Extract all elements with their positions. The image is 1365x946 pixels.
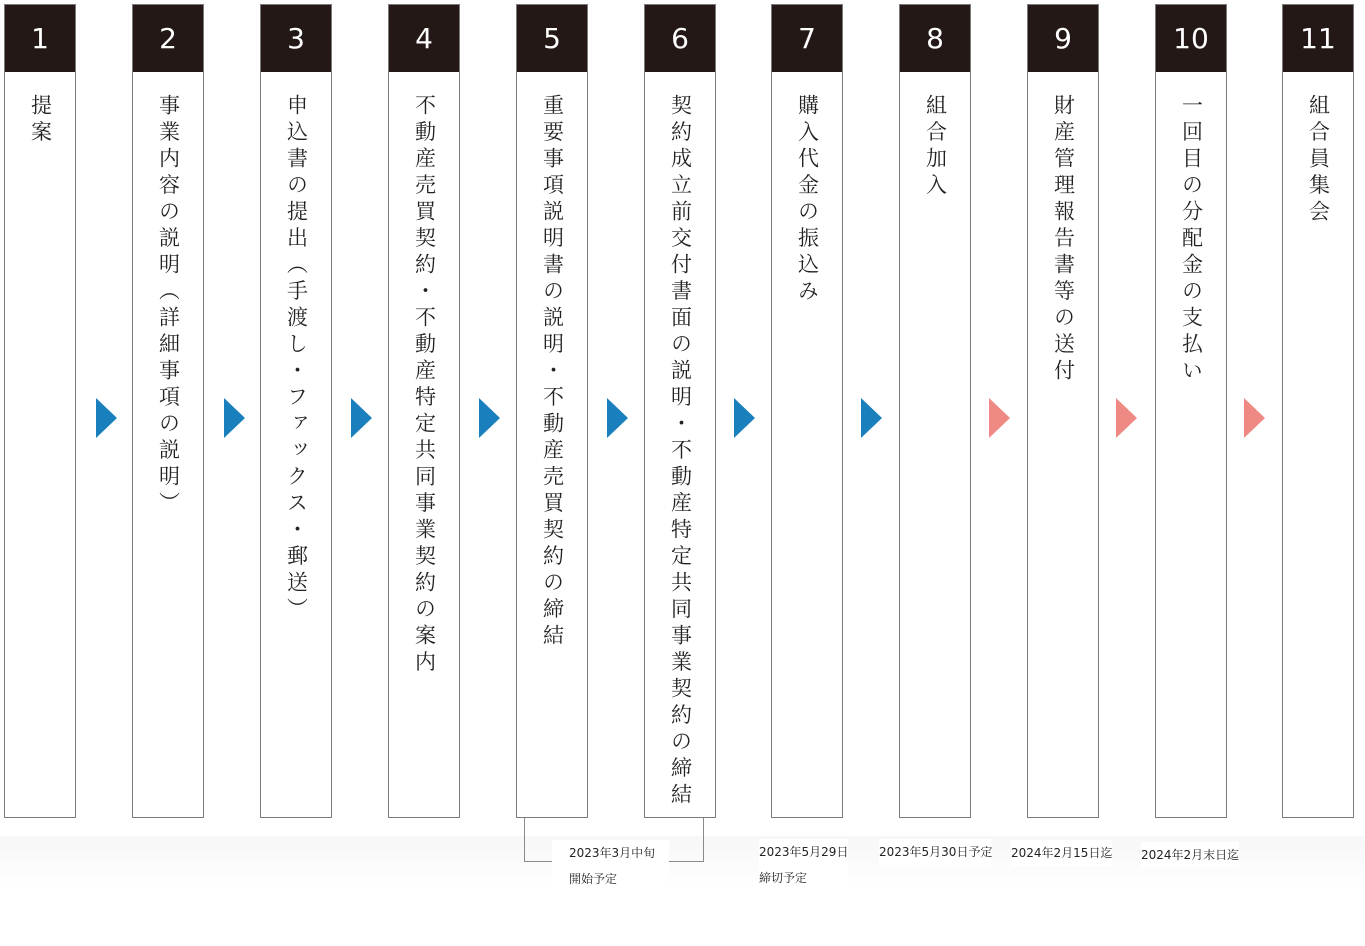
note-line: 2023年5月29日 xyxy=(759,845,849,859)
step-number: 1 xyxy=(5,5,75,72)
arrow-right-icon xyxy=(479,398,500,438)
step-5 xyxy=(516,4,588,818)
step-number: 10 xyxy=(1156,5,1226,72)
step-10 xyxy=(1155,4,1227,818)
step-label: 組合員集会 xyxy=(1306,94,1331,227)
step-number: 4 xyxy=(389,5,459,72)
step-number: 5 xyxy=(517,5,587,72)
step-label: 契約成立前交付書面の説明・不動産特定共同事業契約の締結 xyxy=(668,94,693,810)
note-line: 2024年2月末日迄 xyxy=(1141,848,1240,862)
step-number: 8 xyxy=(900,5,970,72)
step-number: 6 xyxy=(645,5,715,72)
step-label: 事業内容の説明（詳細事項の説明） xyxy=(156,94,181,518)
step-label: 不動産売買契約・不動産特定共同事業契約の案内 xyxy=(412,94,437,677)
arrow-right-icon xyxy=(607,398,628,438)
step-label: 一回目の分配金の支払い xyxy=(1179,94,1204,386)
step-9 xyxy=(1027,4,1099,818)
step-label: 重要事項説明書の説明・不動産売買契約の締結 xyxy=(540,94,565,651)
note-line: 2023年3月中旬 xyxy=(569,846,656,860)
step-label: 申込書の提出（手渡し・ファックス・郵送） xyxy=(284,94,309,624)
step-11 xyxy=(1282,4,1354,818)
arrow-right-icon xyxy=(224,398,245,438)
step-label: 提案 xyxy=(28,94,53,147)
step-number: 7 xyxy=(772,5,842,72)
arrow-right-icon xyxy=(1116,398,1137,438)
step-2 xyxy=(132,4,204,818)
step-number: 9 xyxy=(1028,5,1098,72)
step-1 xyxy=(4,4,76,818)
note-start xyxy=(552,840,669,892)
note-line: 2024年2月15日迄 xyxy=(1011,846,1113,860)
note-dividend-date xyxy=(1141,842,1239,868)
note-line: 締切予定 xyxy=(759,871,808,885)
arrow-right-icon xyxy=(351,398,372,438)
step-7 xyxy=(771,4,843,818)
arrow-right-icon xyxy=(734,398,755,438)
step-label: 組合加入 xyxy=(923,94,948,200)
step-3 xyxy=(260,4,332,818)
step-4 xyxy=(388,4,460,818)
note-line: 開始予定 xyxy=(569,872,618,886)
step-number: 2 xyxy=(133,5,203,72)
step-number: 11 xyxy=(1283,5,1353,72)
arrow-right-icon xyxy=(96,398,117,438)
arrow-right-icon xyxy=(1244,398,1265,438)
step-number: 3 xyxy=(261,5,331,72)
note-line: 2023年5月30日予定 xyxy=(879,845,993,859)
step-8 xyxy=(899,4,971,818)
step-label: 財産管理報告書等の送付 xyxy=(1051,94,1076,386)
step-6 xyxy=(644,4,716,818)
arrow-right-icon xyxy=(861,398,882,438)
note-join-date xyxy=(879,839,992,865)
note-deadline xyxy=(759,839,848,891)
note-report-date xyxy=(1011,840,1112,866)
arrow-right-icon xyxy=(989,398,1010,438)
step-label: 購入代金の振込み xyxy=(795,94,820,306)
